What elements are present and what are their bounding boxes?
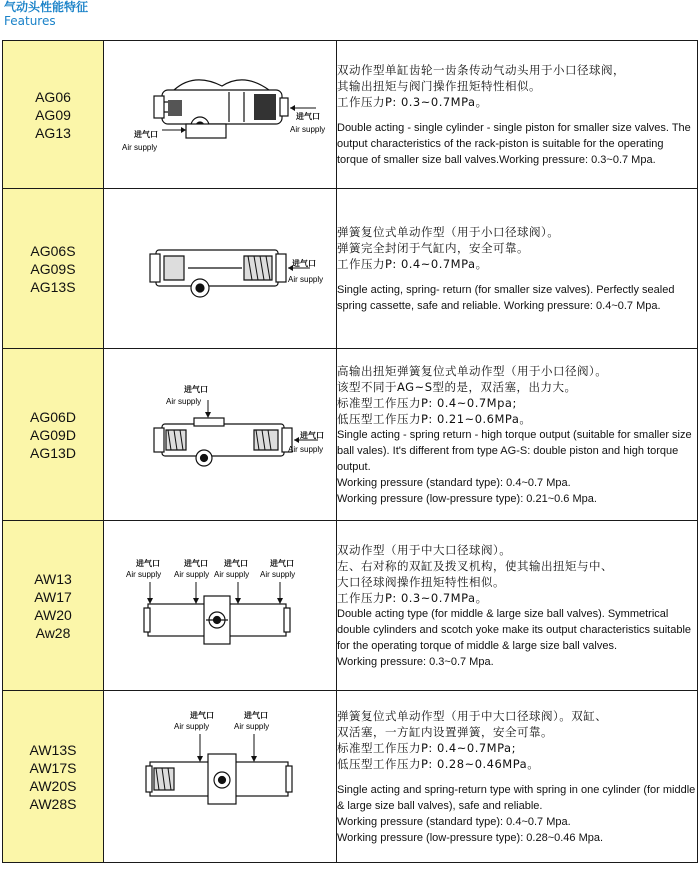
model-name: AG13 — [35, 124, 71, 141]
air-supply-label-en: Air supply — [126, 569, 162, 579]
air-supply-label-en: Air supply — [174, 721, 210, 731]
air-supply-label-cn: 进气口 — [270, 558, 294, 568]
actuator-drawing-cell — [104, 521, 337, 691]
air-supply-label-en: Air supply — [122, 142, 158, 152]
air-supply-label-cn: 进气口 — [134, 129, 158, 139]
desc-cn-line: 其输出扭矩与阀门操作扭矩特性相似。 — [337, 78, 541, 93]
air-supply-label-cn: 进气口 — [296, 111, 320, 121]
model-name: AW17 — [34, 588, 72, 605]
air-supply-label-en: Air supply — [260, 569, 296, 579]
description-cell — [337, 349, 698, 521]
air-supply-label-en: Air supply — [290, 124, 326, 134]
desc-cn-line: 工作压力P: 0.3~0.7MPa。 — [337, 94, 488, 109]
air-supply-label-cn: 进气口 — [224, 558, 248, 568]
desc-cn-line: 标准型工作压力P: 0.4~0.7MPa; — [337, 740, 516, 755]
desc-cn-line: 双动作型（用于中大口径球阀）。 — [337, 542, 512, 557]
air-supply-label-en: Air supply — [234, 721, 270, 731]
model-name: AW20S — [29, 777, 77, 794]
model-name: AG09S — [30, 260, 76, 277]
desc-en: Double acting - single cylinder - single piston for smaller size valves. The output characteristics of the rack-piston is suitable for the operating torque of smaller size ball valves.Working pressure: 0.3~0.7 Mpa. — [337, 121, 691, 166]
feature-row-aw — [3, 521, 698, 691]
air-supply-label-cn: 进气口 — [184, 384, 208, 394]
description-cell — [337, 189, 698, 349]
air-supply-label-en: Air supply — [288, 274, 324, 284]
feature-row-aws — [3, 691, 698, 863]
actuator-drawing-cell — [104, 349, 337, 521]
air-supply-label-en: Air supply — [174, 569, 210, 579]
model-name: Aw28 — [35, 624, 71, 641]
model-name: AG09D — [30, 426, 76, 443]
desc-cn-line: 弹簧复位式单动作型（用于小口径球阀）。 — [337, 224, 560, 239]
air-supply-label-en: Air supply — [166, 396, 202, 406]
air-supply-label-cn: 进气口 — [300, 430, 324, 440]
actuator-aw-drawing — [104, 522, 336, 690]
desc-cn-line: 低压型工作压力P: 0.28~0.46MPa。 — [337, 756, 540, 771]
desc-en: Working pressure (low-pressure type): 0.28~0.46 Mpa. — [337, 831, 604, 844]
description-cell — [337, 521, 698, 691]
actuator-drawing-cell — [104, 691, 337, 863]
header-title-en: Features — [4, 14, 56, 28]
header-title-cn: 气动头性能特征 — [4, 0, 89, 14]
model-cell — [3, 521, 104, 691]
desc-cn-line: 高输出扭矩弹簧复位式单动作型（用于小口径阀）。 — [337, 363, 608, 378]
desc-cn-line: 双动作型单缸齿轮一齿条传动气动头用于小口径球阀， — [337, 62, 625, 77]
model-name: AG13D — [30, 444, 76, 461]
desc-cn-line: 双活塞，一方缸内设置弹簧，安全可靠。 — [337, 724, 553, 739]
page-header — [4, 0, 88, 28]
desc-cn-line: 弹簧完全封闭于气缸内，安全可靠。 — [337, 240, 529, 255]
desc-en: Double acting type (for middle & large size ball valves). Symmetrical double cylinders and scotch yoke make its output characteristics suitable for the operating torque of middle & large size ball valves. — [337, 607, 692, 652]
feature-row-ags — [3, 189, 698, 349]
air-supply-label-en: Air supply — [214, 569, 250, 579]
model-cell — [3, 41, 104, 189]
air-supply-label-cn: 进气口 — [190, 710, 214, 720]
description-cell — [337, 691, 698, 863]
description-cell — [337, 41, 698, 189]
model-name: AG13S — [30, 278, 76, 295]
actuator-ag-drawing — [104, 42, 336, 188]
air-supply-label-en: Air supply — [288, 444, 324, 454]
air-supply-label-cn: 进气口 — [244, 710, 268, 720]
desc-en: Single acting, spring- return (for smaller size valves). Perfectly sealed spring cassette, safe and reliable. Working pressure: 0.4~0.7 Mpa. — [337, 283, 675, 312]
actuator-ags-drawing — [104, 190, 336, 348]
desc-en: Single acting and spring-return type with spring in one cylinder (for middle & large size ball valves), safe and reliable. — [337, 783, 696, 812]
actuator-agd-drawing — [104, 350, 336, 520]
feature-row-ag — [3, 41, 698, 189]
desc-cn-line: 大口径球阀操作扭矩特性相似。 — [337, 574, 505, 589]
desc-cn-line: 工作压力P: 0.4~0.7MPa。 — [337, 256, 488, 271]
desc-en: Working pressure (standard type): 0.4~0.7 Mpa. — [337, 815, 571, 828]
model-name: AW20 — [34, 606, 72, 623]
air-supply-label-cn: 进气口 — [292, 258, 316, 268]
desc-en: Working pressure (standard type): 0.4~0.7 Mpa. — [337, 476, 571, 489]
model-name: AG09 — [35, 106, 71, 123]
model-cell — [3, 189, 104, 349]
desc-cn-line: 弹簧复位式单动作型（用于中大口径球阀）。双缸、 — [337, 708, 608, 723]
model-name: AG06 — [35, 88, 71, 105]
model-name: AG06D — [30, 408, 76, 425]
air-supply-label-cn: 进气口 — [136, 558, 160, 568]
model-name: AW13S — [29, 741, 77, 758]
desc-cn-line: 左、右对称的双缸及拨叉机构，使其输出扭矩与中、 — [337, 558, 613, 573]
model-cell — [3, 691, 104, 863]
desc-cn-line: 标准型工作压力P: 0.4~0.7Mpa; — [337, 395, 517, 410]
model-name: AG06S — [30, 242, 76, 259]
actuator-aws-drawing — [104, 692, 336, 862]
feature-row-agd — [3, 349, 698, 521]
desc-en: Working pressure (low-pressure type): 0.21~0.6 Mpa. — [337, 492, 597, 505]
desc-cn-line: 该型不同于AG~S型的是，双活塞，出力大。 — [337, 379, 577, 394]
model-name: AW28S — [29, 795, 77, 812]
desc-cn-line: 工作压力P: 0.3~0.7MPa。 — [337, 590, 488, 605]
model-name: AW17S — [29, 759, 77, 776]
desc-en: Single acting - spring return - high torque output (suitable for smaller size ball vales). It's different from type AG-S: double piston and high torque output. — [337, 428, 692, 473]
model-cell — [3, 349, 104, 521]
model-name: AW13 — [34, 570, 72, 587]
features-table — [2, 40, 698, 863]
desc-cn-line: 低压型工作压力P: 0.21~0.6MPa。 — [337, 411, 532, 426]
desc-en: Working pressure: 0.3~0.7 Mpa. — [337, 655, 494, 668]
actuator-drawing-cell — [104, 189, 337, 349]
actuator-drawing-cell — [104, 41, 337, 189]
air-supply-label-cn: 进气口 — [184, 558, 208, 568]
